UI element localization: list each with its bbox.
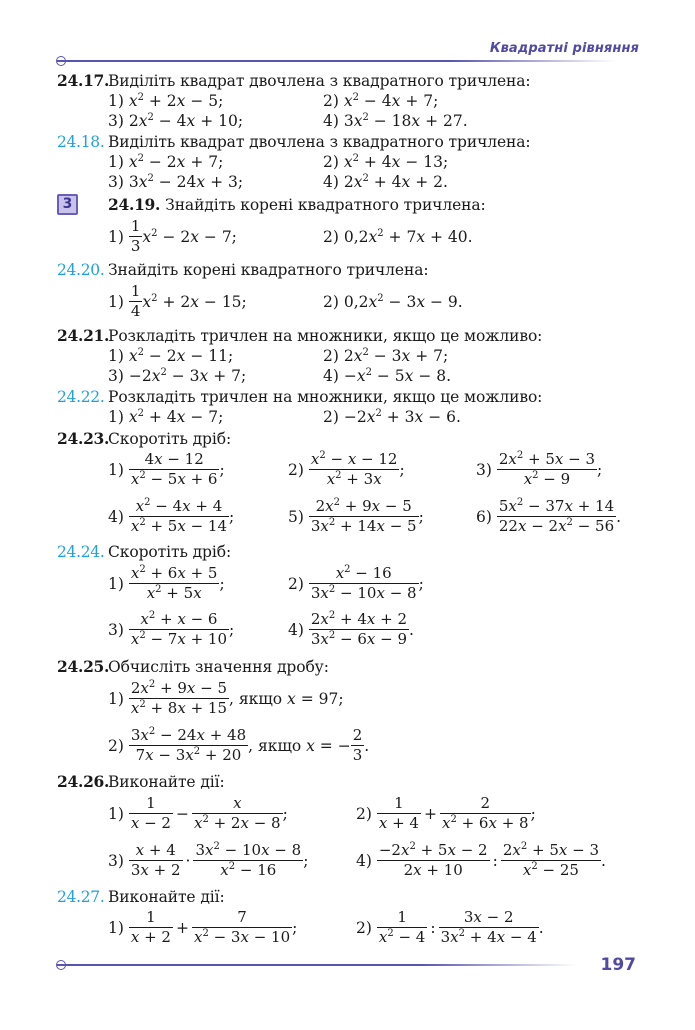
page-number: 197 — [600, 955, 636, 975]
item-2: 2) $x^2 + 4x - 13$; — [323, 153, 449, 171]
problem-24-26 — [57, 772, 225, 792]
item-3: 3) $\frac{x^2 + x - 6}{x^2 - 7x + 10}$ ; — [108, 610, 235, 648]
problem-task: Знайдіть корені квадратного тричлена: — [108, 261, 429, 279]
problem-task: Скоротіть дріб: — [108, 543, 232, 561]
problem-24-22 — [57, 387, 542, 407]
item-2: 2) $2x^2 - 3x + 7$; — [323, 347, 449, 365]
item-4: 4) $\frac{2x^2 + 4x + 2}{3x^2 - 6x - 9}$ . — [288, 610, 414, 648]
problem-24-24 — [57, 542, 231, 562]
problem-task: Розкладіть тричлен на множники, якщо це можливо: — [108, 327, 543, 345]
problem-24-21 — [57, 326, 542, 346]
problem-task: Розкладіть тричлен на множники, якщо це можливо: — [108, 388, 543, 406]
item-1: 1) $\frac{4x - 12}{x^2 - 5x + 6}$ ; — [108, 450, 225, 488]
problem-24-18 — [57, 132, 531, 152]
problem-number: 24.25. — [57, 657, 110, 676]
problem-number: 24.27. — [57, 888, 105, 906]
problem-task: Виконайте дії: — [108, 773, 225, 791]
problem-task: Обчисліть значення дробу: — [108, 658, 329, 676]
item-3: 3) $2x^2 - 4x + 10$; — [108, 112, 244, 130]
item-4: 4) $\frac{x^2 - 4x + 4}{x^2 + 5x - 14}$ ; — [108, 497, 235, 535]
problem-24-17 — [57, 71, 531, 91]
problem-number: 24.24. — [57, 543, 105, 561]
item-1: 1) $\frac{1}{x + 2}$ + $\frac{7}{x^2 - 3x - 10}$ ; — [108, 908, 298, 946]
item-2: 2) $\frac{3x^2 - 24x + 48}{7x - 3x^2 + 20}$ , якщо x = − $\frac{2}{3}$ . — [108, 726, 370, 764]
problem-number: 24.21. — [57, 326, 110, 345]
problem-24-19 — [108, 195, 486, 215]
problem-24-27 — [57, 887, 225, 907]
item-2: 2) $0,2x^2 - 3x - 9$. — [323, 293, 463, 311]
item-1: 1) $\frac{1}{3}$ $x^2 - 2x - 7$; — [108, 217, 237, 255]
item-3: $3) -2x^2 - 3x + 7$; — [108, 367, 247, 385]
item-2: $2) -2x^2 + 3x - 6$. — [323, 408, 461, 426]
item-3: 3) $\frac{x + 4}{3x + 2}$ · $\frac{3x^2 - 10x - 8}{x^2 - 16}$ ; — [108, 841, 309, 879]
item-1: 1) $x^2 + 4x - 7$; — [108, 408, 224, 426]
item-3: 3) $3x^2 - 24x + 3$; — [108, 173, 244, 191]
problem-number: 24.18. — [57, 133, 105, 151]
item-2: 2) $\frac{1}{x^2 - 4}$ : $\frac{3x - 2}{3x^2 + 4x - 4}$ . — [356, 908, 544, 946]
section-title: Квадратні рівняння — [489, 41, 639, 56]
header-rule — [57, 60, 617, 62]
problem-24-25 — [57, 657, 329, 677]
difficulty-level-badge: 3 — [57, 194, 78, 215]
problem-number: 24.17. — [57, 71, 110, 90]
item-2: 2) $x^2 - 4x + 7$; — [323, 92, 439, 110]
footer-rule — [57, 964, 577, 966]
item-5: 5) $\frac{2x^2 + 9x - 5}{3x^2 + 14x - 5}$ ; — [288, 497, 424, 535]
item-2: 2) $\frac{x^2 - x - 12}{x^2 + 3x}$ ; — [288, 450, 405, 488]
problem-task: Знайдіть корені квадратного тричлена: — [165, 196, 486, 214]
item-2: 2) $\frac{x^2 - 16}{3x^2 - 10x - 8}$ ; — [288, 564, 424, 602]
problem-task: Виділіть квадрат двочлена з квадратного тричлена: — [108, 133, 531, 151]
problem-number: 24.22. — [57, 388, 105, 406]
item-1: 1) $\frac{2x^2 + 9x - 5}{x^2 + 8x + 15}$ , якщо x = 97; — [108, 679, 344, 717]
problem-number: 24.26. — [57, 772, 110, 791]
item-1: 1) $\frac{1}{4}$ $x^2 + 2x - 15$; — [108, 282, 247, 320]
item-1: 1) $\frac{x^2 + 6x + 5}{x^2 + 5x}$ ; — [108, 564, 225, 602]
problem-task: Виділіть квадрат двочлена з квадратного тричлена: — [108, 72, 531, 90]
item-4: 4) $3x^2 - 18x + 27$. — [323, 112, 468, 130]
problem-24-20 — [57, 260, 429, 280]
item-4: 4) $2x^2 + 4x + 2$. — [323, 173, 448, 191]
problem-number: 24.23. — [57, 429, 110, 448]
problem-number: 24.19. — [108, 195, 161, 214]
problem-24-23 — [57, 429, 231, 449]
problem-task: Скоротіть дріб: — [108, 430, 232, 448]
item-6: 6) $\frac{5x^2 - 37x + 14}{22x - 2x^2 - 56}$ . — [476, 497, 622, 535]
item-4: $4) -x^2 - 5x - 8$. — [323, 367, 452, 385]
item-3: 3) $\frac{2x^2 + 5x - 3}{x^2 - 9}$ ; — [476, 450, 603, 488]
problem-task: Виконайте дії: — [108, 888, 225, 906]
problem-number: 24.20. — [57, 261, 105, 279]
item-2: 2) $\frac{1}{x + 4}$ + $\frac{2}{x^2 + 6x + 8}$ ; — [356, 794, 536, 832]
item-1: 1) $x^2 - 2x + 7$; — [108, 153, 224, 171]
item-1: 1) $x^2 + 2x - 5$; — [108, 92, 224, 110]
item-1: 1) $x^2 - 2x - 11$; — [108, 347, 234, 365]
item-4: 4) $\frac{-2x^2 + 5x - 2}{2x + 10}$ : $\frac{2x^2 + 5x - 3}{x^2 - 25}$ . — [356, 841, 606, 879]
item-2: 2) $0,2x^2 + 7x + 40$. — [323, 228, 473, 246]
item-1: 1) $\frac{1}{x - 2}$ − $\frac{x}{x^2 + 2x - 8}$ ; — [108, 794, 288, 832]
